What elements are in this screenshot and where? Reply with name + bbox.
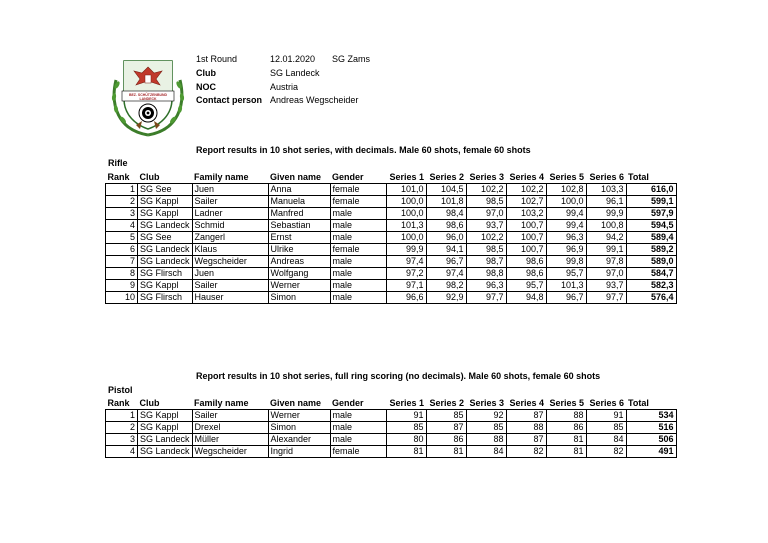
club-value: SG Landeck	[270, 68, 320, 78]
cell-series-6: 97,0	[586, 268, 626, 280]
logo-banner-text: BEZ. SCHÜTZENBUND LANDECK	[128, 93, 168, 101]
cell-series-2: 81	[426, 446, 466, 458]
cell-rank: 1	[106, 410, 138, 422]
rifle-result-row	[106, 268, 677, 280]
pistol-result-row	[106, 410, 677, 422]
col-series-4: Series 4	[509, 172, 545, 182]
col-series-5: Series 5	[549, 172, 585, 182]
cell-series-1: 97,1	[386, 280, 426, 292]
cell-family-name: Sailer	[192, 280, 268, 292]
cell-club: SG Landeck	[138, 434, 193, 446]
cell-gender: female	[330, 244, 386, 256]
cell-gender: male	[330, 410, 386, 422]
cell-club: SG Landeck	[138, 244, 193, 256]
cell-club: SG Landeck	[138, 446, 193, 458]
rifle-result-row	[106, 196, 677, 208]
cell-series-1: 80	[386, 434, 426, 446]
cell-series-6: 100,8	[586, 220, 626, 232]
cell-series-4: 87	[506, 410, 546, 422]
cell-series-2: 92,9	[426, 292, 466, 304]
cell-series-4: 100,7	[506, 244, 546, 256]
cell-family-name: Zangerl	[192, 232, 268, 244]
cell-series-4: 98,6	[506, 268, 546, 280]
contact-value: Andreas Wegscheider	[270, 95, 359, 105]
col-series-3: Series 3	[469, 398, 505, 408]
cell-rank: 3	[106, 434, 138, 446]
cell-series-6: 97,7	[586, 292, 626, 304]
cell-series-2: 96,0	[426, 232, 466, 244]
cell-series-3: 88	[466, 434, 506, 446]
cell-series-3: 98,7	[466, 256, 506, 268]
cell-family-name: Ladner	[192, 208, 268, 220]
cell-series-2: 97,4	[426, 268, 466, 280]
cell-series-1: 97,2	[386, 268, 426, 280]
cell-series-2: 86	[426, 434, 466, 446]
event-date: 12.01.2020	[270, 54, 316, 64]
cell-total: 516	[626, 422, 676, 434]
cell-gender: male	[330, 292, 386, 304]
cell-family-name: Sailer	[192, 410, 268, 422]
cell-given-name: Andreas	[268, 256, 330, 268]
cell-total: 594,5	[626, 220, 676, 232]
cell-club: SG Landeck	[138, 220, 193, 232]
rifle-result-row	[106, 280, 677, 292]
col-club: Club	[139, 172, 160, 182]
cell-club: SG Kappl	[138, 410, 193, 422]
pistol-section-label: Pistol	[108, 385, 133, 395]
col-rank: Rank	[107, 172, 130, 182]
cell-series-5: 99,4	[546, 208, 586, 220]
cell-series-5: 81	[546, 446, 586, 458]
cell-rank: 6	[106, 244, 138, 256]
cell-series-6: 94,2	[586, 232, 626, 244]
cell-rank: 1	[106, 184, 138, 196]
cell-gender: male	[330, 232, 386, 244]
cell-series-6: 82	[586, 446, 626, 458]
cell-total: 616,0	[626, 184, 676, 196]
cell-gender: female	[330, 446, 386, 458]
cell-series-4: 98,6	[506, 256, 546, 268]
cell-family-name: Sailer	[192, 196, 268, 208]
cell-series-4: 94,8	[506, 292, 546, 304]
cell-series-4: 100,7	[506, 232, 546, 244]
col-family-name: Family name	[194, 172, 249, 182]
cell-series-1: 100,0	[386, 196, 426, 208]
cell-total: 534	[626, 410, 676, 422]
pistol-header-row	[106, 397, 677, 410]
col-family-name: Family name	[194, 398, 249, 408]
cell-family-name: Müller	[192, 434, 268, 446]
cell-series-5: 102,8	[546, 184, 586, 196]
cell-series-6: 93,7	[586, 280, 626, 292]
cell-given-name: Alexander	[268, 434, 330, 446]
cell-series-2: 85	[426, 410, 466, 422]
cell-series-5: 96,7	[546, 292, 586, 304]
event-venue: SG Zams	[332, 54, 371, 64]
cell-series-3: 97,7	[466, 292, 506, 304]
cell-series-5: 101,3	[546, 280, 586, 292]
cell-series-3: 98,5	[466, 244, 506, 256]
cell-series-3: 98,8	[466, 268, 506, 280]
cell-series-5: 96,3	[546, 232, 586, 244]
col-given-name: Given name	[270, 172, 322, 182]
col-club: Club	[139, 398, 160, 408]
cell-given-name: Ernst	[268, 232, 330, 244]
rifle-result-row	[106, 292, 677, 304]
cell-series-3: 93,7	[466, 220, 506, 232]
cell-total: 589,0	[626, 256, 676, 268]
cell-series-2: 98,6	[426, 220, 466, 232]
cell-family-name: Schmid	[192, 220, 268, 232]
cell-series-5: 86	[546, 422, 586, 434]
cell-series-1: 81	[386, 446, 426, 458]
col-series-5: Series 5	[549, 398, 585, 408]
cell-family-name: Juen	[192, 268, 268, 280]
cell-series-4: 82	[506, 446, 546, 458]
rifle-header-row	[106, 171, 677, 184]
col-series-6: Series 6	[589, 398, 625, 408]
cell-club: SG Flirsch	[138, 292, 193, 304]
cell-club: SG Kappl	[138, 208, 193, 220]
cell-series-3: 96,3	[466, 280, 506, 292]
cell-series-2: 98,2	[426, 280, 466, 292]
col-given-name: Given name	[270, 398, 322, 408]
cell-gender: male	[330, 280, 386, 292]
cell-total: 491	[626, 446, 676, 458]
cell-series-1: 100,0	[386, 232, 426, 244]
col-series-1: Series 1	[389, 172, 425, 182]
cell-gender: female	[330, 196, 386, 208]
rifle-results-table	[105, 171, 677, 304]
cell-series-5: 88	[546, 410, 586, 422]
cell-club: SG Landeck	[138, 256, 193, 268]
noc-label: NOC	[196, 82, 216, 92]
cell-gender: male	[330, 208, 386, 220]
cell-series-2: 98,4	[426, 208, 466, 220]
cell-family-name: Wegscheider	[192, 256, 268, 268]
pistol-report-title: Report results in 10 shot series, full ring scoring (no decimals). Male 60 shots, female 60 shots	[196, 371, 601, 381]
cell-rank: 4	[106, 446, 138, 458]
contact-label: Contact person	[196, 95, 263, 105]
cell-rank: 2	[106, 196, 138, 208]
noc-value: Austria	[270, 82, 299, 92]
cell-series-3: 102,2	[466, 232, 506, 244]
cell-gender: male	[330, 256, 386, 268]
cell-series-5: 95,7	[546, 268, 586, 280]
cell-total: 597,9	[626, 208, 676, 220]
pistol-result-row	[106, 434, 677, 446]
cell-given-name: Manuela	[268, 196, 330, 208]
cell-total: 599,1	[626, 196, 676, 208]
rifle-report-title: Report results in 10 shot series, with decimals. Male 60 shots, female 60 shots	[196, 145, 531, 155]
cell-series-1: 96,6	[386, 292, 426, 304]
cell-series-1: 101,0	[386, 184, 426, 196]
rifle-section-label: Rifle	[108, 158, 128, 168]
rifle-result-row	[106, 220, 677, 232]
pistol-result-row	[106, 422, 677, 434]
cell-given-name: Simon	[268, 422, 330, 434]
cell-given-name: Ingrid	[268, 446, 330, 458]
cell-club: SG Kappl	[138, 422, 193, 434]
cell-series-4: 87	[506, 434, 546, 446]
pistol-results-table	[105, 397, 677, 458]
rifle-result-row	[106, 244, 677, 256]
cell-gender: female	[330, 184, 386, 196]
cell-series-4: 88	[506, 422, 546, 434]
cell-series-2: 87	[426, 422, 466, 434]
cell-rank: 10	[106, 292, 138, 304]
cell-rank: 7	[106, 256, 138, 268]
cell-rank: 4	[106, 220, 138, 232]
cell-family-name: Juen	[192, 184, 268, 196]
rifle-result-row	[106, 208, 677, 220]
cell-series-4: 95,7	[506, 280, 546, 292]
cell-series-5: 96,9	[546, 244, 586, 256]
cell-series-3: 92	[466, 410, 506, 422]
col-gender: Gender	[332, 398, 364, 408]
cell-club: SG Flirsch	[138, 268, 193, 280]
cell-series-1: 97,4	[386, 256, 426, 268]
cell-series-4: 100,7	[506, 220, 546, 232]
col-series-2: Series 2	[429, 398, 465, 408]
cell-rank: 2	[106, 422, 138, 434]
rifle-result-row	[106, 256, 677, 268]
cell-series-4: 103,2	[506, 208, 546, 220]
cell-total: 582,3	[626, 280, 676, 292]
cell-given-name: Wolfgang	[268, 268, 330, 280]
cell-family-name: Drexel	[192, 422, 268, 434]
cell-series-3: 98,5	[466, 196, 506, 208]
col-series-6: Series 6	[589, 172, 625, 182]
cell-total: 506	[626, 434, 676, 446]
cell-club: SG Kappl	[138, 280, 193, 292]
col-total: Total	[628, 172, 649, 182]
cell-series-6: 91	[586, 410, 626, 422]
cell-series-6: 103,3	[586, 184, 626, 196]
cell-total: 576,4	[626, 292, 676, 304]
rifle-result-row	[106, 184, 677, 196]
cell-club: SG See	[138, 232, 193, 244]
cell-series-2: 94,1	[426, 244, 466, 256]
col-series-2: Series 2	[429, 172, 465, 182]
col-total: Total	[628, 398, 649, 408]
cell-series-6: 96,1	[586, 196, 626, 208]
cell-gender: male	[330, 220, 386, 232]
round-label: 1st Round	[196, 54, 238, 64]
cell-series-1: 99,9	[386, 244, 426, 256]
cell-series-3: 84	[466, 446, 506, 458]
col-series-3: Series 3	[469, 172, 505, 182]
cell-series-4: 102,2	[506, 184, 546, 196]
cell-series-3: 97,0	[466, 208, 506, 220]
cell-series-1: 91	[386, 410, 426, 422]
cell-series-3: 102,2	[466, 184, 506, 196]
cell-series-2: 104,5	[426, 184, 466, 196]
cell-series-2: 101,8	[426, 196, 466, 208]
cell-given-name: Simon	[268, 292, 330, 304]
cell-rank: 8	[106, 268, 138, 280]
cell-club: SG See	[138, 184, 193, 196]
cell-total: 584,7	[626, 268, 676, 280]
col-series-1: Series 1	[389, 398, 425, 408]
cell-series-4: 102,7	[506, 196, 546, 208]
cell-rank: 3	[106, 208, 138, 220]
cell-given-name: Anna	[268, 184, 330, 196]
cell-series-1: 101,3	[386, 220, 426, 232]
cell-series-6: 99,1	[586, 244, 626, 256]
rifle-result-row	[106, 232, 677, 244]
cell-series-6: 97,8	[586, 256, 626, 268]
cell-series-5: 81	[546, 434, 586, 446]
cell-gender: male	[330, 422, 386, 434]
cell-series-6: 85	[586, 422, 626, 434]
cell-family-name: Klaus	[192, 244, 268, 256]
cell-series-5: 99,4	[546, 220, 586, 232]
cell-gender: male	[330, 268, 386, 280]
cell-rank: 5	[106, 232, 138, 244]
cell-total: 589,4	[626, 232, 676, 244]
pistol-result-row	[106, 446, 677, 458]
cell-series-5: 100,0	[546, 196, 586, 208]
club-label: Club	[196, 68, 216, 78]
cell-family-name: Wegscheider	[192, 446, 268, 458]
col-gender: Gender	[332, 172, 364, 182]
cell-gender: male	[330, 434, 386, 446]
cell-given-name: Manfred	[268, 208, 330, 220]
cell-series-2: 96,7	[426, 256, 466, 268]
cell-series-6: 99,9	[586, 208, 626, 220]
cell-series-1: 100,0	[386, 208, 426, 220]
cell-series-3: 85	[466, 422, 506, 434]
col-series-4: Series 4	[509, 398, 545, 408]
cell-given-name: Sebastian	[268, 220, 330, 232]
cell-club: SG Kappl	[138, 196, 193, 208]
cell-total: 589,2	[626, 244, 676, 256]
cell-series-6: 84	[586, 434, 626, 446]
cell-given-name: Ulrike	[268, 244, 330, 256]
cell-series-1: 85	[386, 422, 426, 434]
col-rank: Rank	[107, 398, 130, 408]
cell-family-name: Hauser	[192, 292, 268, 304]
cell-given-name: Werner	[268, 410, 330, 422]
cell-given-name: Werner	[268, 280, 330, 292]
cell-rank: 9	[106, 280, 138, 292]
cell-series-5: 99,8	[546, 256, 586, 268]
